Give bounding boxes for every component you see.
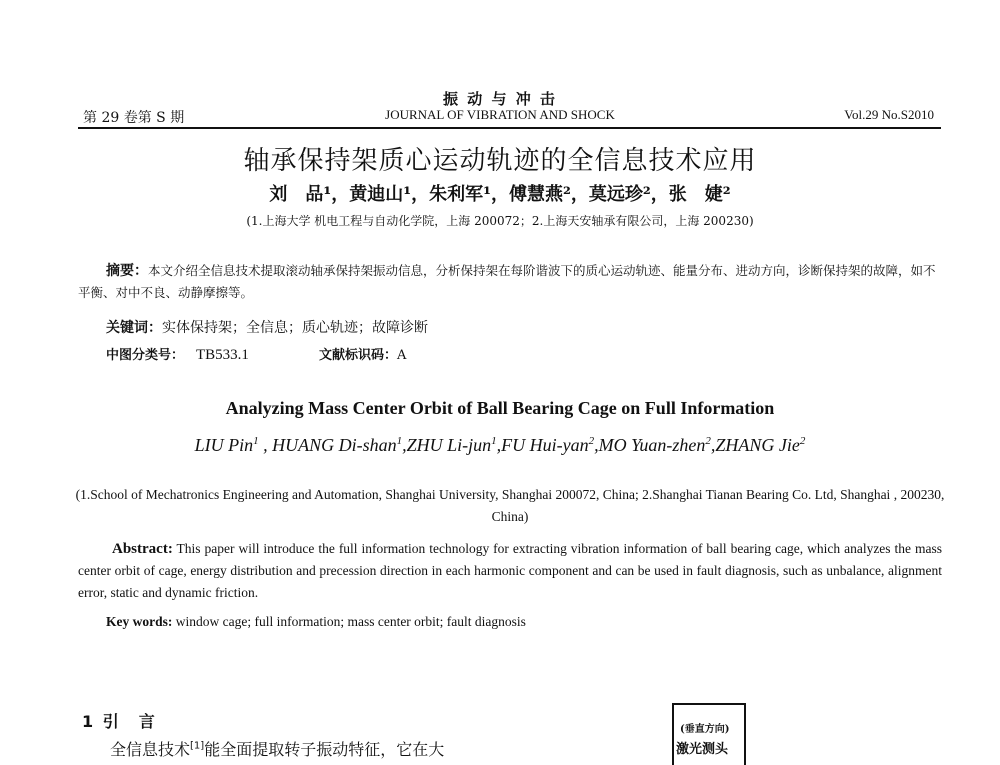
keywords-en-text: window cage; full information; mass center orbit; fault diagnosis [175, 614, 526, 629]
author-en-name: ZHU Li-jun [406, 435, 492, 455]
author-en-name: ZHANG Jie [715, 435, 800, 455]
volume-issue-cn: 第 29 卷第 S 期 [83, 110, 185, 126]
journal-name-en: JOURNAL OF VIBRATION AND SHOCK [385, 107, 615, 122]
paper-title-cn: 轴承保持架质心运动轨迹的全信息技术应用 [243, 146, 757, 176]
citation-ref: [1] [190, 740, 205, 752]
author-en-affil-sup: 2 [799, 435, 806, 447]
author-en-separator: , [258, 435, 273, 455]
section-heading: 1 引 言 [82, 712, 157, 731]
abstract-cn-text: 本文介绍全信息技术提取滚动轴承保持架振动信息，分析保持架在每阶谐波下的质心运动轨迹、能量分布、进动方向，诊断保持架的故障，如不平衡、对中不良、动静摩擦等。 [78, 263, 936, 300]
figure-probe-label: 激光测头 [676, 742, 729, 757]
abstract-en-text: This paper will introduce the full information technology for extracting vibration information of ball bearing cage, which analyzes the mass center orbit of cage, energy distribution and precession direction in each harmonic component and can be used in fault diagnosis, such as unbalance, alignment error, static and dynamic friction. [78, 541, 942, 600]
figure-direction-label: (垂直方向) [680, 724, 730, 735]
abstract-cn-label: 摘要： [106, 263, 148, 279]
keywords-en-label: Key words: [106, 614, 173, 629]
keywords-cn-text: 实体保持架；全信息；质心轨迹；故障诊断 [162, 320, 428, 336]
abstract-cn [78, 260, 942, 304]
author-en-separator: , [594, 435, 599, 455]
journal-name-cn: 振 动 与 冲 击 [443, 90, 557, 108]
author-en-name: MO Yuan-zhen [598, 435, 706, 455]
author-en-affil-sup: 2 [588, 435, 595, 447]
author-en-affil-sup: 2 [705, 435, 711, 447]
doc-code-label: 文献标识码： [318, 348, 397, 363]
author-en-separator: , [496, 435, 502, 455]
section-text-after: 能全面提取转子振动特征，它在大 [204, 740, 445, 759]
keywords-en [106, 614, 526, 630]
volume-issue-en: Vol.29 No.S2010 [844, 107, 934, 122]
author-en-separator: , [710, 435, 716, 455]
author-en-affil-sup: 1 [396, 435, 403, 447]
author-en-name: FU Hui-yan [501, 435, 589, 455]
section-body-text [110, 737, 444, 760]
doc-code-value: A [396, 348, 407, 363]
abstract-en [78, 538, 942, 604]
author-en-affil-sup: 1 [491, 435, 497, 447]
author-en-name: HUANG Di-shan [272, 435, 397, 455]
author-en-separator: , [402, 435, 407, 455]
keywords-cn [106, 317, 428, 337]
authors-cn: 刘 品¹，黄迪山¹，朱利军¹，傅慧燕²，莫远珍²，张 婕² [269, 184, 731, 205]
authors-en [0, 435, 1000, 456]
affiliations-en: (1.School of Mechatronics Engineering and Automation, Shanghai University, Shanghai 200072, China; 2.Shanghai Tianan Bearing Co. Ltd, Shanghai , 200230, China) [75, 487, 945, 524]
author-en-affil-sup: 1 [253, 435, 259, 447]
classification-line [106, 344, 406, 364]
author-en-name: LIU Pin [194, 435, 254, 455]
keywords-cn-label: 关键词： [106, 320, 162, 336]
clc-value: TB533.1 [196, 347, 249, 363]
abstract-en-label: Abstract: [112, 541, 173, 557]
section-text-before: 全信息技术 [110, 740, 191, 759]
affiliations-cn: (1.上海大学 机电工程与自动化学院，上海 200072；2.上海天安轴承有限公司，上海 200230) [246, 214, 754, 228]
header-rule [78, 127, 941, 129]
paper-title-en: Analyzing Mass Center Orbit of Ball Bearing Cage on Full Information [225, 398, 775, 418]
clc-label: 中图分类号： [106, 348, 185, 363]
